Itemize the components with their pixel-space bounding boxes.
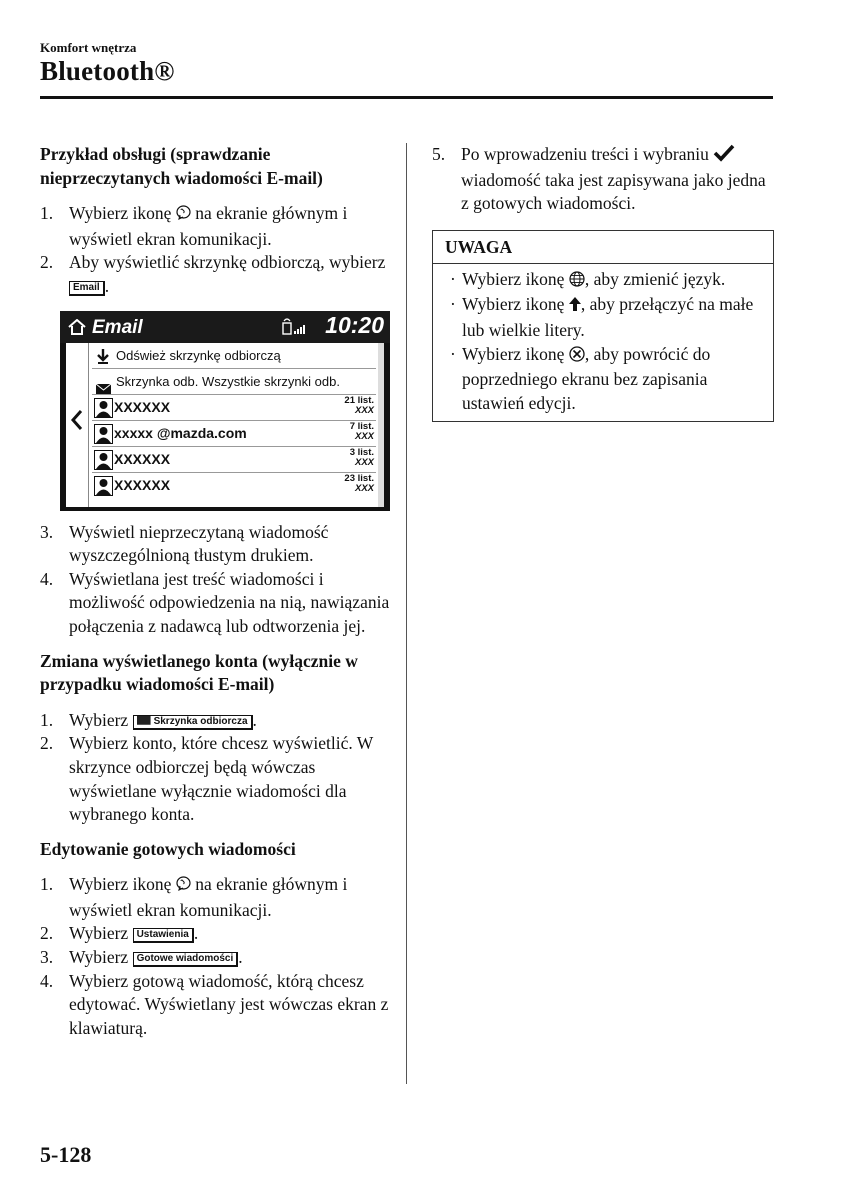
note-box <box>432 230 774 423</box>
note-text: Wybierz ikonę <box>462 294 565 315</box>
contact-icon <box>94 398 113 418</box>
step-text: Wybierz ikonę <box>69 203 172 224</box>
list-item <box>40 970 390 1041</box>
step-text: na ekranie głównym i wyświetl ekran komunikacji. <box>69 874 348 920</box>
step-text: . <box>238 947 243 968</box>
message-count: 3 list. XXX <box>349 446 374 468</box>
list-item <box>40 709 390 733</box>
list-item <box>40 568 390 639</box>
inbox-row[interactable] <box>92 369 376 395</box>
step-number: 4. <box>40 970 54 991</box>
home-icon[interactable] <box>68 318 86 342</box>
account-row[interactable] <box>92 447 376 473</box>
envelope-icon <box>137 716 151 725</box>
account-row[interactable] <box>92 395 376 421</box>
page-number: 5-128 <box>40 1142 92 1167</box>
bullet: · <box>450 294 456 315</box>
heading-check-unread: Przykład obsługi (sprawdzanie nieprzeczytanych wiadomości E-mail) <box>40 144 323 188</box>
list-item <box>40 873 390 922</box>
step-number: 1. <box>40 709 54 730</box>
globe-icon <box>569 270 585 294</box>
email-screen <box>60 311 390 511</box>
note-text: Wybierz ikonę <box>462 343 565 364</box>
step-number: 5. <box>432 144 446 164</box>
step-text: . <box>104 275 110 296</box>
email-button[interactable]: Email <box>69 281 105 296</box>
contact-icon <box>94 476 113 496</box>
step-text: na ekranie głównym i wyświetl ekran komunikacji. <box>69 203 348 249</box>
note-text: , aby powrócić do poprzedniego ekranu bez zapisania ustawień edycji. <box>462 343 711 413</box>
account-row[interactable] <box>92 473 376 498</box>
account-row[interactable] <box>92 421 376 447</box>
cancel-icon <box>569 345 585 369</box>
message-count: 23 list. XXX <box>344 472 374 494</box>
settings-button[interactable]: Ustawienia <box>133 928 194 943</box>
back-chevron-icon[interactable] <box>70 409 84 438</box>
note-body <box>433 264 773 422</box>
bullet: · <box>450 268 456 289</box>
inbox-button[interactable]: Skrzynka odbiorcza <box>133 715 253 730</box>
step-number: 2. <box>40 733 54 754</box>
communication-icon <box>176 204 191 228</box>
refresh-row[interactable] <box>92 343 376 369</box>
step-text: Wybierz konto, które chcesz wyświetlić. W skrzynce odbiorczej będą wówczas wyświetlane wyłącznie wiadomości dla wybranego konta. <box>69 733 373 825</box>
account-name: XXXXXX <box>114 476 171 493</box>
step-text: Wybierz <box>69 923 129 944</box>
message-count: 7 list. XXX <box>349 420 374 442</box>
inbox-label: Skrzynka odb. Wszystkie skrzynki odb. <box>116 373 340 389</box>
note-item <box>445 268 761 294</box>
step-text: Po wprowadzeniu treści i wybraniu <box>461 144 709 164</box>
back-panel[interactable] <box>66 343 89 507</box>
screen-title: Email <box>92 316 143 338</box>
step-text: Wybierz <box>69 947 129 968</box>
list-item <box>40 922 390 946</box>
templates-button[interactable]: Gotowe wiadomości <box>133 952 239 967</box>
step-number: 1. <box>40 203 54 224</box>
step-text: . <box>252 709 257 730</box>
step-text: Wybierz gotową wiadomość, którą chcesz edytować. Wyświetlany jest wówczas ekran z klawiaturą. <box>69 970 389 1038</box>
list-item <box>40 521 390 568</box>
note-text: , aby przełączyć na małe lub wielkie litery. <box>462 294 754 340</box>
note-item <box>445 293 761 342</box>
step-text: Wyświetlana jest treść wiadomości i możliwość odpowiedzenia na nią, nawiązania połączenia z nadawcą lub odtworzenia jej. <box>69 568 390 636</box>
step-text: Wybierz ikonę <box>69 874 172 895</box>
right-column <box>432 143 774 422</box>
screen-body <box>66 343 384 507</box>
account-name: XXXXXX <box>114 450 171 467</box>
message-count: 21 list. XXX <box>344 394 374 416</box>
checkmark-icon <box>713 144 735 169</box>
screen-clock: 10:20 <box>325 311 384 338</box>
account-name: XXXXXX <box>114 398 171 415</box>
step-number: 3. <box>40 521 54 542</box>
list-item <box>40 202 390 251</box>
step-text: . <box>193 923 199 944</box>
section-header: Komfort wnętrza <box>40 40 137 55</box>
step-text: wiadomość taka jest zapisywana jako jedna z gotowych wiadomości. <box>461 169 766 214</box>
note-item <box>445 343 761 416</box>
refresh-label: Odśwież skrzynkę odbiorczą <box>116 347 281 363</box>
note-text: , aby zmienić język. <box>584 268 726 289</box>
step-number: 2. <box>40 252 54 273</box>
heading-edit-templates: Edytowanie gotowych wiadomości <box>40 838 296 859</box>
left-column <box>40 143 390 1040</box>
step-text: Aby wyświetlić skrzynkę odbiorczą, wybierz <box>69 252 386 273</box>
step-text: Wyświetl nieprzeczytaną wiadomość wyszczególnioną tłustym drukiem. <box>69 521 329 566</box>
bullet: · <box>450 343 456 364</box>
title-rule <box>40 96 773 99</box>
column-divider <box>406 143 407 1084</box>
scrollbar[interactable] <box>378 343 384 507</box>
list-item <box>40 732 390 826</box>
contact-icon <box>94 424 113 444</box>
signal-icon <box>282 317 306 342</box>
step-number: 3. <box>40 947 54 968</box>
list-item <box>40 946 390 970</box>
step-number: 1. <box>40 874 54 895</box>
step-number: 4. <box>40 568 54 589</box>
note-text: Wybierz ikonę <box>462 268 565 289</box>
communication-icon <box>176 875 191 899</box>
note-heading: UWAGA <box>433 231 773 264</box>
screen-header <box>60 311 390 343</box>
step-text: Wybierz <box>69 709 129 730</box>
list-item <box>432 143 774 216</box>
list-item <box>40 251 390 298</box>
heading-change-account: Zmiana wyświetlanego konta (wyłącznie w przypadku wiadomości E-mail) <box>40 650 358 695</box>
contact-icon <box>94 450 113 470</box>
page-title: Bluetooth® <box>40 56 175 86</box>
shift-arrow-icon <box>569 295 581 319</box>
account-name: xxxxx @mazda.com <box>114 424 247 441</box>
step-number: 2. <box>40 923 54 944</box>
